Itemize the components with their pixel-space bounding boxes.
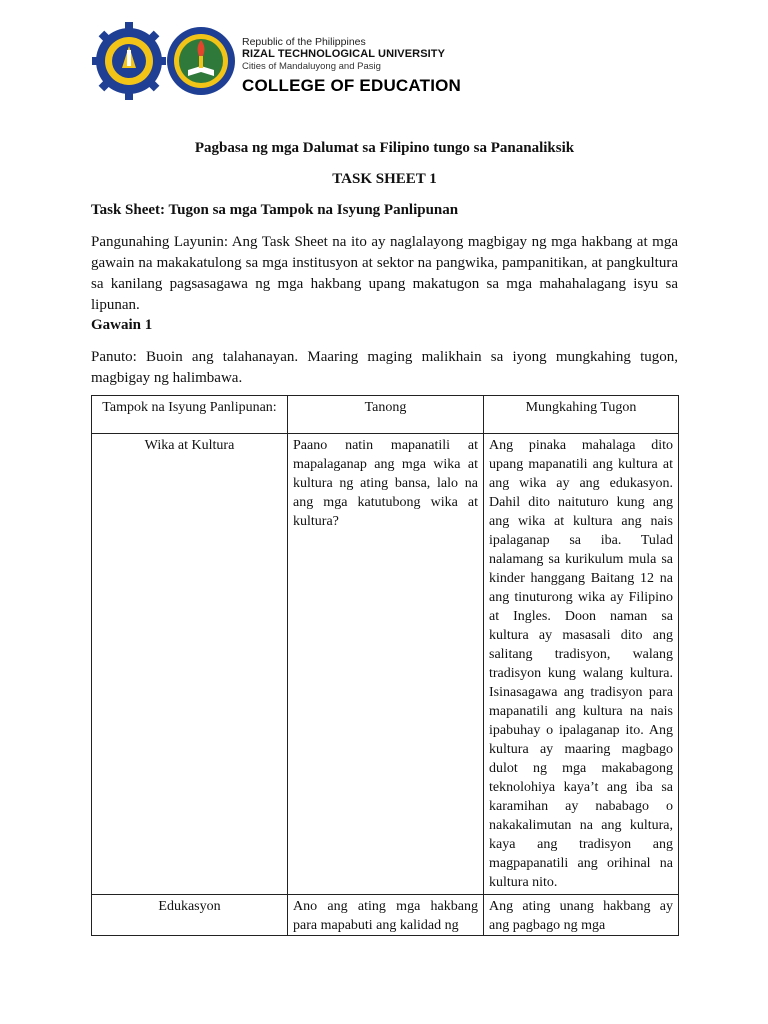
question-cell: Paano natin mapanatili at mapalaganap ang mga wika at kultura ng ating bansa, lalo na ang mga katutubong wika at kultura?: [288, 434, 484, 895]
activity-title: Gawain 1: [91, 317, 153, 333]
issue-text: Edukasyon: [158, 899, 221, 914]
instruction-paragraph: Panuto: Buoin ang talahanayan. Maaring maging malikhain sa iyong mungkahing tugon, magbigay ng halimbawa.: [91, 349, 678, 386]
course-title: Pagbasa ng mga Dalumat sa Filipino tungo sa Pananaliksik: [194, 140, 575, 156]
college-name: COLLEGE OF EDUCATION: [242, 76, 462, 95]
answer-text: Ang ating unang hakbang ay ang pagbago ng mga: [489, 899, 673, 933]
table-header-row: [92, 396, 679, 434]
task-sheet-title: TASK SHEET 1: [332, 171, 437, 187]
issue-cell: [92, 895, 288, 936]
header-answer: Mungkahing Tugon: [484, 396, 679, 434]
header-text: [242, 36, 461, 97]
republic-label: Republic of the Philippines: [242, 36, 366, 48]
header-question: Tanong: [288, 396, 484, 434]
university-header: [92, 20, 492, 106]
question-cell: [288, 895, 484, 936]
objective-paragraph: Pangunahing Layunin: Ang Task Sheet na ito ay naglalayong magbigay ng mga hakbang at mga gawain na makakatulong sa mga institusyon at sektor na pangwika, pampanitikan, at pangkultura sa kanilang pagsasagawa ng mga hakbang upang makatugon sa mga mahahalagang isyu sa lipunan.: [91, 234, 678, 313]
question-text: Ano ang ating mga hakbang para mapabuti ang kalidad ng: [293, 899, 478, 933]
cities-label: Cities of Mandaluyong and Pasig: [242, 61, 381, 72]
rtu-gear-seal-icon: [92, 20, 166, 102]
college-of-education-seal-icon: [164, 20, 238, 102]
answer-cell: Ang pinaka mahalaga dito upang mapanatili ang kultura at ang wika ay ang edukasyon. Dahil dito naituturo kung ang ang wika at kultura ang nais ipalaganap sa iba. Tulad nalamang sa kurikulum mula sa kinder hanggang Baitang 12 na ang tinuturong wika ay Filipino at Ingles. Doon naman sa kultura ay masasali dito ang salitang tradisyon, walang tradisyon kung walang kultura. Isinasagawa ang tradisyon para mapanatili ang kultura na nais ipabuhay o ipalaganap ito. Ang kultura ay maaring magbago dulot ng mga makabagong teknolohiya kaya’t ang iba sa karamihan ay nababago o nakakalimutan na ang kultura, kaya ang tradisyon ang magpapanatili ang orihinal na kultura nito.: [484, 434, 679, 895]
header-issue: Tampok na Isyung Panlipunan:: [92, 396, 288, 434]
issues-table: [91, 395, 679, 936]
table-row: [92, 895, 679, 936]
table-row: [92, 434, 679, 895]
answer-cell: [484, 895, 679, 936]
university-name: RIZAL TECHNOLOGICAL UNIVERSITY: [242, 48, 446, 60]
task-sheet-subtitle: Task Sheet: Tugon sa mga Tampok na Isyung Panlipunan: [91, 202, 459, 218]
issue-cell: Wika at Kultura: [92, 434, 288, 895]
